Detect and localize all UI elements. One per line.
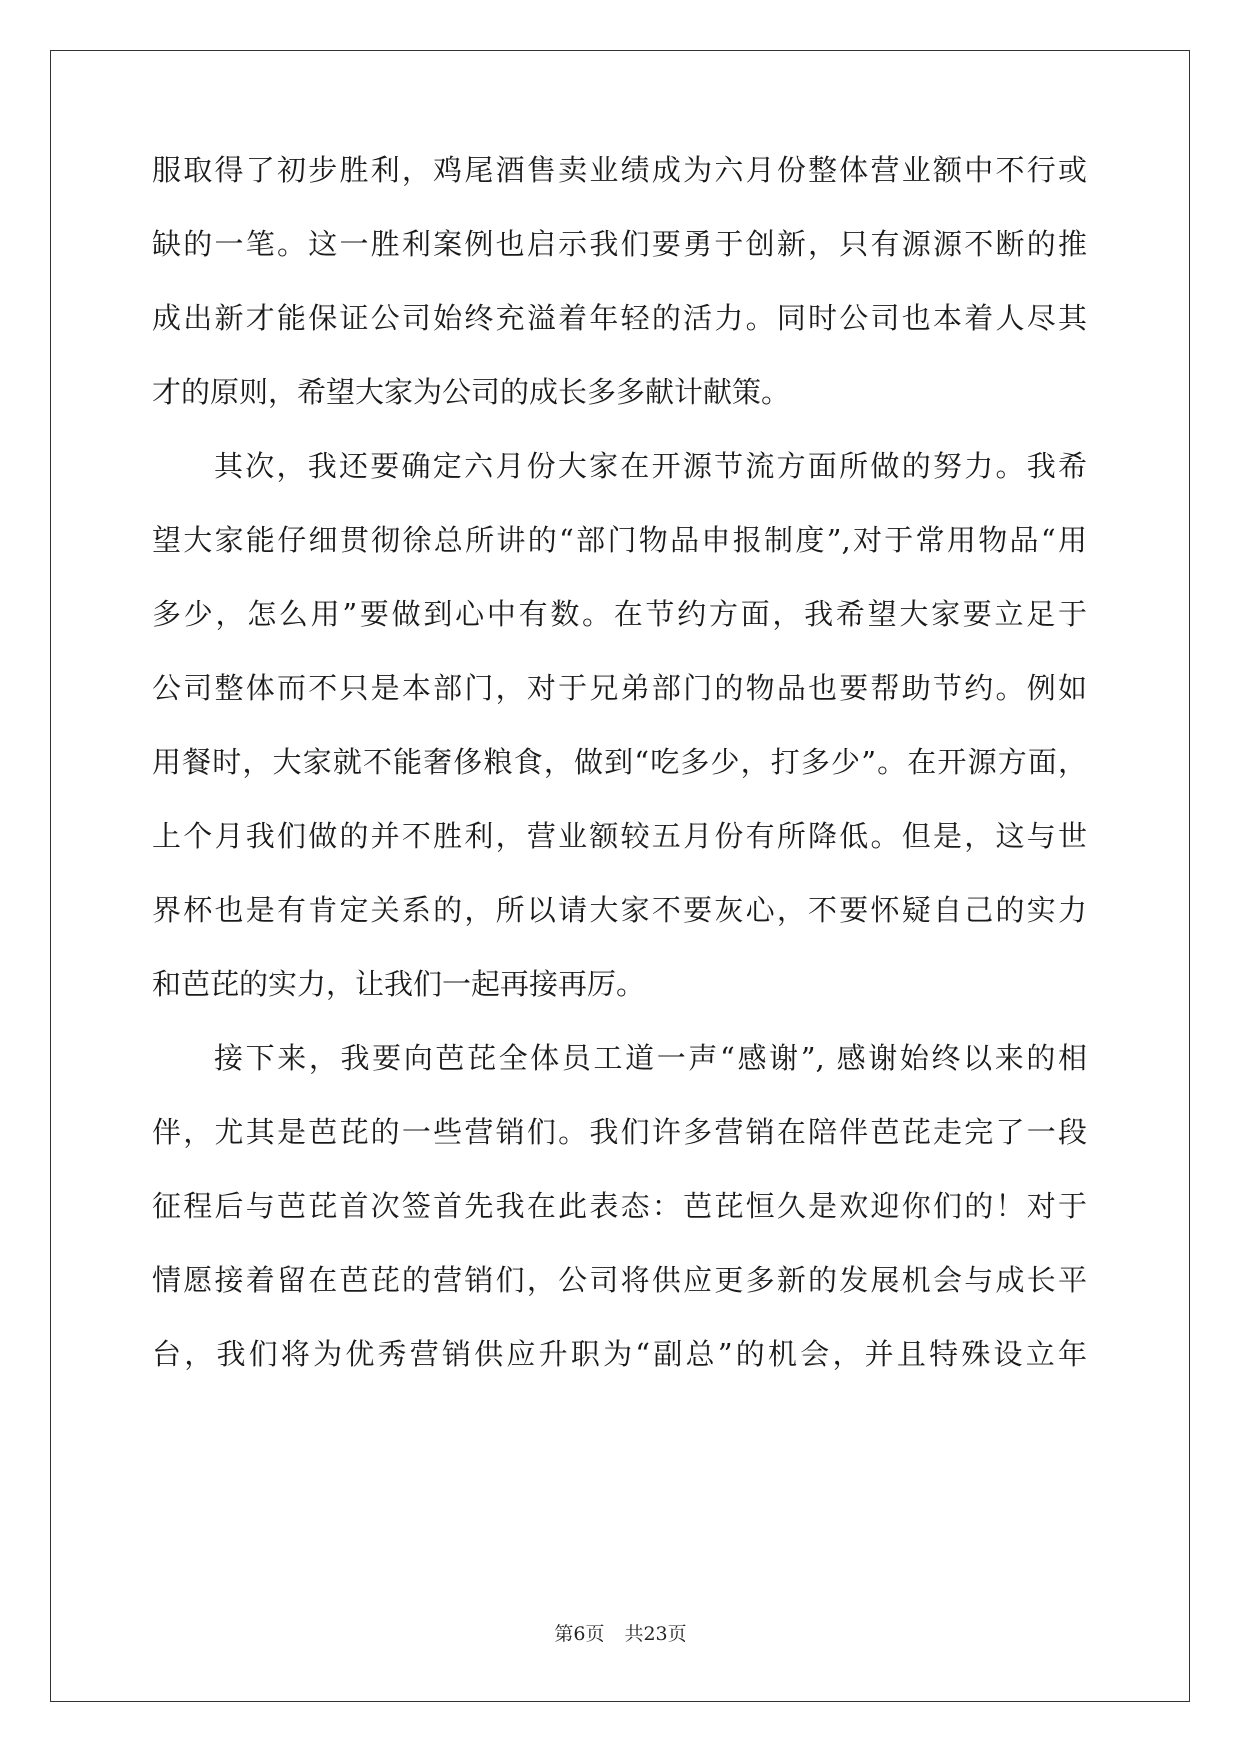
text-line: 上个月我们做的并不胜利，营业额较五月份有所降低。但是，这与世 — [152, 819, 1087, 853]
text-line: 接下来，我要向芭芘全体员工道一声“感谢”, 感谢始终以来的相 — [214, 1041, 1087, 1075]
text-line: 成出新才能保证公司始终充溢着年轻的活力。同时公司也本着人尽其 — [152, 301, 1087, 335]
text-line: 服取得了初步胜利，鸡尾酒售卖业绩成为六月份整体营业额中不行或 — [152, 153, 1087, 187]
text-line: 公司整体而不只是本部门，对于兄弟部门的物品也要帮助节约。例如 — [152, 671, 1087, 705]
text-line: 多少，怎么用”要做到心中有数。在节约方面，我希望大家要立足于 — [152, 597, 1087, 631]
text-line: 望大家能仔细贯彻徐总所讲的“部门物品申报制度”,对于常用物品“用 — [152, 523, 1087, 557]
text-line: 和芭芘的实力，让我们一起再接再厉。 — [152, 967, 646, 1001]
text-line: 才的原则，希望大家为公司的成长多多献计献策。 — [152, 375, 791, 409]
text-line: 缺的一笔。这一胜利案例也启示我们要勇于创新，只有源源不断的推 — [152, 227, 1087, 261]
text-line: 台，我们将为优秀营销供应升职为“副总”的机会，并且特殊设立年 — [152, 1337, 1087, 1371]
text-line: 征程后与芭芘首次签首先我在此表态：芭芘恒久是欢迎你们的！对于 — [152, 1189, 1087, 1223]
text-line: 其次，我还要确定六月份大家在开源节流方面所做的努力。我希 — [214, 449, 1087, 483]
text-line: 情愿接着留在芭芘的营销们，公司将供应更多新的发展机会与成长平 — [152, 1263, 1087, 1297]
text-line: 伴，尤其是芭芘的一些营销们。我们许多营销在陪伴芭芘走完了一段 — [152, 1115, 1087, 1149]
text-line: 用餐时，大家就不能奢侈粮食，做到“吃多少，打多少”。在开源方面， — [152, 745, 1087, 779]
page-number: 第6页 — [554, 1623, 605, 1645]
text-line: 界杯也是有肯定关系的，所以请大家不要灰心，不要怀疑自己的实力 — [152, 893, 1087, 927]
page-total: 共23页 — [624, 1623, 687, 1645]
page-footer — [0, 1622, 1241, 1646]
